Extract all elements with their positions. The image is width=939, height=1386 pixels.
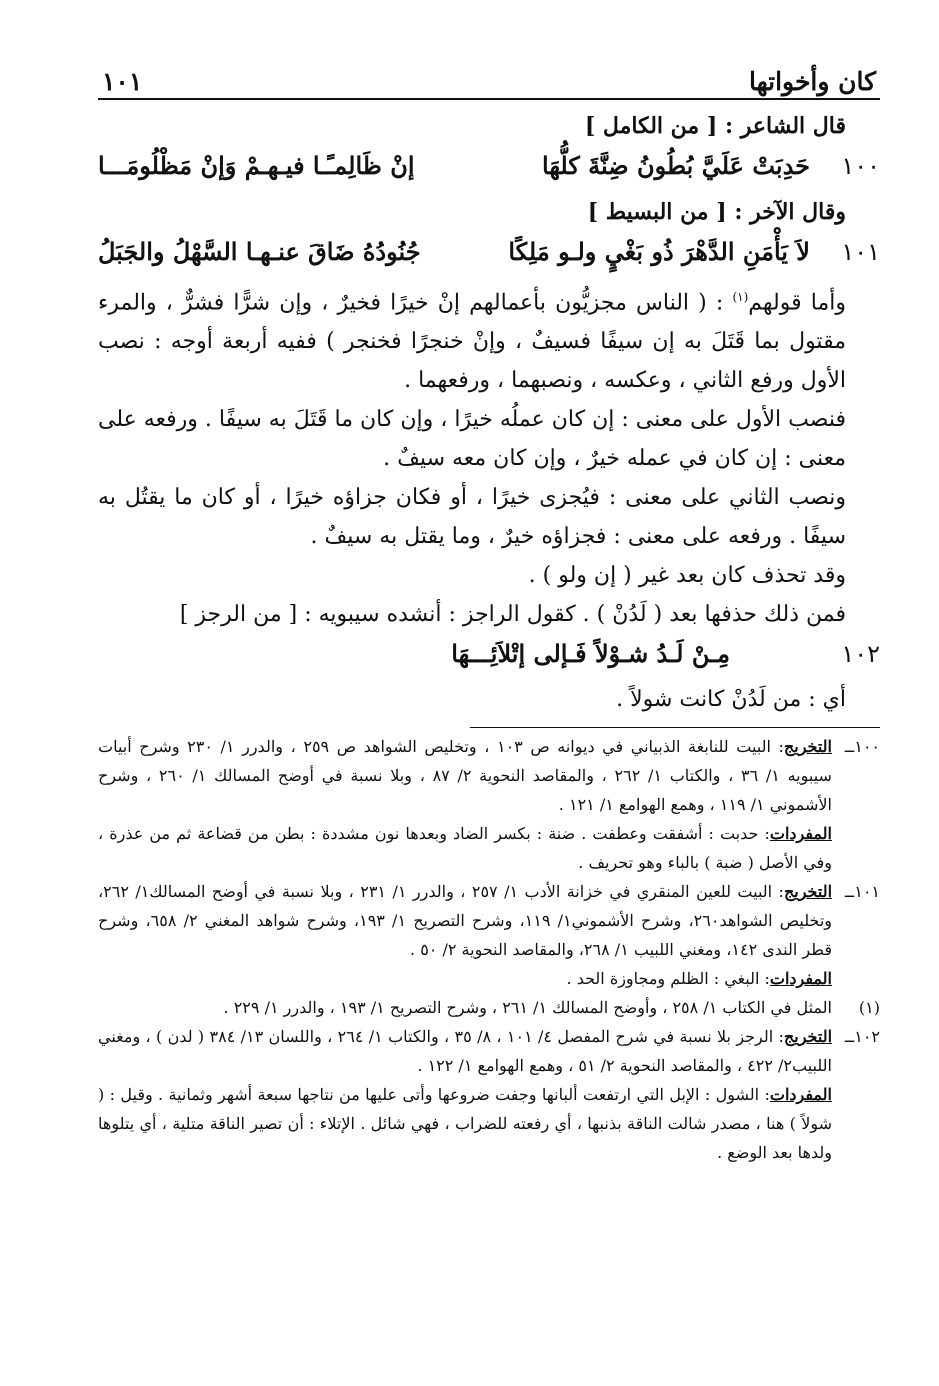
verse-100-first-hemistich: حَدِبَتْ عَلَيَّ بُطُونُ ضِنَّةَ كلُّهَا — [542, 151, 810, 180]
footnote-102-vocab-text: : الشول : الإبل التي ارتفعت ألبانها وجفت ضروعها وأتى عليها من نتاجها سبعة أشهر وثمانية . وقيل : ( شولاً ) هنا ، مصدر شالت الناقة بذنبها ، أي رفعته للضراب ، فهي شائل . الإتلاء : أن تصير الناقة متلية ، أي يتلوها ولدها بعد الوضع . — [98, 1085, 832, 1163]
footnote-102-sources-text: : الرجز بلا نسبة في شرح المفصل ٤/ ١٠١ ، ٨/ ٣٥ ، والكتاب ١/ ٢٦٤ ، واللسان ١٣/ ٣٨٤ ( لدن ) ، ومغني اللبيب٢/ ٤٢٢ ، والمقاصد النحوية ٢/ ٥١ ، وهمع الهوامع ١/ ١٢٢ . — [98, 1027, 832, 1076]
footnote-101-vocab-label: المفردات — [769, 969, 832, 989]
paragraph-deletion: وقد تحذف كان بعد غير ( إن ولو ) . — [528, 563, 846, 589]
paragraph-first-case: فنصب الأول على معنى : إن كان عملُه خيرًا ، وإن كان ما قَتَلَ به سيفًا . ورفعه على معنى : إن كان في عمله خيرٌ ، وإن كان معه سيفٌ . — [98, 407, 846, 472]
verse-102-text: مِـنْ لَـدُ شـوْلاً فَـإلى إتْلاَئِـــهَا — [451, 639, 730, 669]
footnotes — [98, 732, 880, 1167]
verse-101-first-hemistich: لاَ يَأْمَنِ الدَّهْرَ ذُو بَغْيٍ ولـو مَلِكًا — [508, 237, 810, 266]
footnote-100-sources-label: التخريج — [783, 737, 832, 757]
verse-100 — [98, 146, 880, 192]
footnote-100-number: ١٠٠ــ — [844, 737, 880, 757]
book-page — [98, 52, 880, 1167]
footnote-100 — [98, 732, 880, 877]
paragraph-proverb — [98, 278, 880, 400]
running-title: كان وأخواتها — [748, 67, 876, 96]
footnote-100-sources-text: : البيت للنابغة الذبياني في ديوانه ص ١٠٣ ، وتخليص الشواهد ص ٢٥٩ ، والدرر ١/ ٢٣٠ وشرح أبيات سيبويه ١/ ٣٦ ، والكتاب ١/ ٢٦٢ ، والمقاصد النحوية ٢/ ٨٧ ، وبلا نسبة في أوضح المسالك ١/ ٢٦٠ ، وشرح الأشموني ١/ ١١٩ ، وهمع الهوامع ١/ ١٢١ . — [98, 737, 832, 815]
footnote-102-vocab-label: المفردات — [769, 1085, 832, 1105]
footnote-102-vocab — [98, 1080, 832, 1167]
footnote-100-vocab — [98, 819, 832, 877]
footnote-101 — [98, 877, 880, 993]
verse-101-number: ١٠١ — [841, 238, 880, 266]
paragraph-proverb-lead: وأما قولهم — [748, 290, 846, 316]
footnote-101-number: ١٠١ــ — [844, 882, 880, 902]
page-header — [98, 52, 880, 100]
page-number: ١٠١ — [102, 67, 143, 96]
verse-101-intro: وقال الآخر : [ من البسيط ] — [587, 199, 846, 225]
footnote-100-sources — [98, 732, 832, 819]
verse-100-number: ١٠٠ — [841, 152, 880, 180]
paragraph-proverb-body: : ( الناس مجزيُّون بأعمالهم إنْ خيرًا فخيرٌ ، وإن شرًّا فشرٌّ ، والمرء مقتول بما قَتَلَ به إن سيفًا فسيفٌ ، وإنْ خنجرًا فخنجر ) ففيه أربعة أوجه : نصب الأول ورفع الثاني ، وعكسه ، ونصبهما ، ورفعهما . — [98, 290, 846, 394]
footnote-102-sources-label: التخريج — [783, 1027, 833, 1047]
verse-102 — [98, 634, 880, 680]
footnote-102-sources — [98, 1022, 832, 1080]
footnote-101-vocab — [98, 964, 832, 993]
footnote-102 — [98, 1022, 880, 1167]
footnote-101-sources — [98, 877, 832, 964]
footnote-divider — [470, 727, 880, 728]
footnote-1-number: (١) — [858, 998, 880, 1018]
footnote-101-sources-text: : البيت للعين المنقري في خزانة الأدب ١/ ٢٥٧ ، والدرر ١/ ٢٣١ ، وبلا نسبة في أوضح المسالك١/ ٢٦٢، وتخليص الشواهد٢٦٠، وشرح الأشموني١/ ١١٩، وشرح التصريح ١/ ١٩٣، وشرح شواهد المغني ٢/ ٦٥٨، وشرح قطر الندى ١٤٢، ومغني اللبيب ١/ ٢٦٨، والمقاصد النحوية ٢/ ٥٠ . — [98, 882, 832, 960]
verse-100-intro: قال الشاعر : [ من الكامل ] — [584, 113, 846, 139]
footnote-1-text: المثل في الكتاب ١/ ٢٥٨ ، وأوضح المسالك ١/ ٢٦١ ، وشرح التصريح ١/ ١٩٣ ، والدرر ١/ ٢٢٩ . — [223, 998, 832, 1018]
verse-102-number: ١٠٢ — [841, 640, 880, 669]
footnote-1 — [98, 993, 880, 1022]
footnote-102-number: ١٠٢ــ — [844, 1027, 880, 1047]
footnote-100-vocab-text: : حدبت : أشفقت وعطفت . ضنة : بكسر الضاد وبعدها نون مشددة : بطن من قضاعة ثم من عذرة ، وفي الأصل ( ضبة ) بالباء وهو تحريف . — [98, 824, 832, 873]
main-text — [98, 106, 880, 719]
footnote-101-vocab-text: : البغي : الظلم ومجاوزة الحد . — [566, 969, 770, 989]
closing-line: أي : من لَدُنْ كانت شولاً . — [616, 687, 846, 713]
verse-101 — [98, 232, 880, 278]
paragraph-ladun: فمن ذلك حذفها بعد ( لَدُنْ ) . كقول الراجز : أنشده سيبويه : [ من الرجز ] — [179, 602, 846, 628]
paragraph-second-case: ونصب الثاني على معنى : فيُجزى خيرًا ، أو فكان جزاؤه خيرًا ، أو كان ما يقتُل به سيفًا . ورفعه على معنى : فجزاؤه خيرٌ ، وما يقتل به سيفٌ . — [98, 485, 846, 550]
footnote-101-sources-label: التخريج — [783, 882, 833, 902]
verse-100-second-hemistich: إنْ ظَالِمـًـا فيـهـمْ وَإنْ مَظْلُومَـــا — [98, 151, 415, 180]
verse-101-second-hemistich: جُنُودُهُ ضَاقَ عنـهـا السَّهْلُ والجَبَلُ — [98, 237, 421, 266]
footnote-100-vocab-label: المفردات — [769, 824, 832, 844]
footnote-mark-1: (١) — [732, 290, 749, 304]
